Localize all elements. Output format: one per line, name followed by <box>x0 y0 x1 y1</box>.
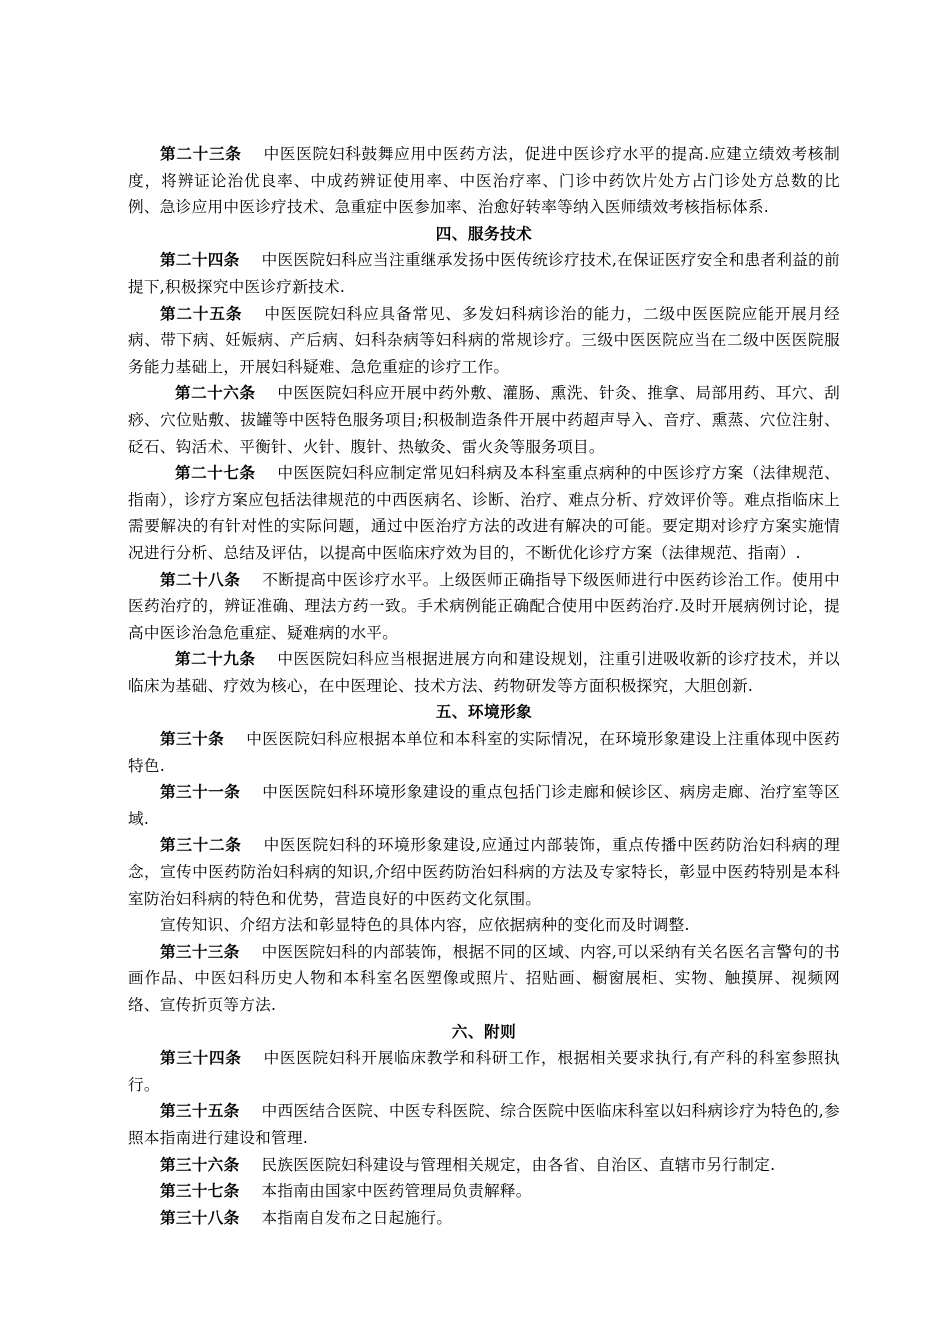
section-heading-supplementary: 六、附则 <box>451 1022 517 1041</box>
article-text: 中医医院妇科环境形象建设的重点包括门诊走廊和候诊区、病房走廊、治疗室等区域. <box>128 783 840 828</box>
article-34 <box>128 1045 840 1098</box>
article-label: 第三十一条 <box>160 783 241 802</box>
article-label: 第二十六条 <box>175 384 256 403</box>
article-text: 不断提高中医诊疗水平。上级医师正确指导下级医师进行中医药诊治工作。使用中医药治疗的，辨证准确、理法方药一致。手术病例能正确配合使用中医药治疗.及时开展病例讨论，提高中医诊治急危重症、疑难病的水平。 <box>128 570 840 642</box>
article-36 <box>128 1152 840 1179</box>
article-text: 中医医院妇科鼓舞应用中医药方法，促进中医诊疗水平的提高.应建立绩效考核制度，将辨证论治优良率、中成药辨证使用率、中医治疗率、门诊中药饮片处方占门诊处方总数的比例、急诊应用中医诊疗技术、急重症中医参加率、治愈好转率等纳入医师绩效考核指标体系. <box>128 145 840 217</box>
article-text: 本指南自发布之日起施行。 <box>261 1208 453 1227</box>
article-28 <box>128 567 840 647</box>
article-37 <box>128 1178 840 1205</box>
article-text: 中医医院妇科应具备常见、多发妇科病诊治的能力，二级中医医院应能开展月经病、带下病、妊娠病、产后病、妇科杂病等妇科病的常规诊疗。三级中医医院应当在二级中医医院服务能力基础上，开展妇科疑难、急危重症的诊疗工作。 <box>128 304 840 376</box>
article-23 <box>128 141 840 221</box>
article-label: 第三十二条 <box>160 836 242 855</box>
article-38 <box>128 1205 840 1232</box>
article-35 <box>128 1098 840 1151</box>
article-27 <box>128 460 840 566</box>
article-text: 本指南由国家中医药管理局负责解释。 <box>261 1182 532 1201</box>
article-label: 第二十八条 <box>160 570 241 589</box>
article-32 <box>128 832 840 912</box>
article-text: 中西医结合医院、中医专科医院、综合医院中医临床科室以妇科病诊疗为特色的,参照本指南进行建设和管理. <box>128 1102 840 1147</box>
article-33 <box>128 939 840 1019</box>
article-text: 中医医院妇科应开展中药外敷、灌肠、熏洗、针灸、推拿、局部用药、耳穴、刮痧、穴位贴敷、拔罐等中医特色服务项目;积极制造条件开展中药超声导入、音疗、熏蒸、穴位注射、砭石、钩活术、平衡针、火针、腹针、热敏灸、雷火灸等服务项目。 <box>128 384 840 456</box>
article-label: 第二十四条 <box>160 251 240 270</box>
article-label: 第二十七条 <box>175 464 256 483</box>
article-24 <box>128 247 840 300</box>
section-heading-service-technology: 四、服务技术 <box>435 224 533 243</box>
article-text: 中医医院妇科应当注重继承发扬中医传统诊疗技术,在保证医疗安全和患者利益的前提下,积极探究中医诊疗新技术. <box>128 251 840 296</box>
article-26 <box>128 380 840 460</box>
plain-paragraph: 宣传知识、介绍方法和彰显特色的具体内容，应依据病种的变化而及时调整. <box>160 916 690 935</box>
article-30 <box>128 726 840 779</box>
article-29 <box>128 646 840 699</box>
article-label: 第二十五条 <box>160 304 243 323</box>
article-text: 中医医院妇科应制定常见妇科病及本科室重点病种的中医诊疗方案（法律规范、指南），诊疗方案应包括法律规范的中西医病名、诊断、治疗、难点分析、疗效评价等。难点指临床上需要解决的有针对性的实际问题，通过中医治疗方法的改进有解决的可能。要定期对诊疗方案实施情况进行分析、总结及评估，以提高中医临床疗效为目的，不断优化诊疗方案（法律规范、指南）. <box>128 464 840 562</box>
article-label: 第三十五条 <box>160 1102 240 1121</box>
article-25 <box>128 301 840 381</box>
article-label: 第三十八条 <box>160 1208 240 1227</box>
article-text: 中医医院妇科应根据本单位和本科室的实际情况，在环境形象建设上注重体现中医药特色. <box>128 730 840 775</box>
document-page <box>128 141 840 1231</box>
article-31 <box>128 779 840 832</box>
article-text: 民族医医院妇科建设与管理相关规定，由各省、自治区、直辖市另行制定. <box>261 1155 776 1174</box>
article-label: 第三十条 <box>160 730 225 749</box>
article-text: 中医医院妇科的环境形象建设,应通过内部装饰，重点传播中医药防治妇科病的理念，宣传中医药防治妇科病的知识,介绍中医药防治妇科病的方法及专家特长，彰显中医药特别是本科室防治妇科病的特色和优势，营造良好的中医药文化氛围。 <box>128 836 840 908</box>
article-text: 中医医院妇科的内部装饰，根据不同的区域、内容,可以采纳有关名医名言警句的书画作品、中医妇科历史人物和本科室名医塑像或照片、招贴画、橱窗展柜、实物、触摸屏、视频网络、宣传折页等方法. <box>128 942 840 1014</box>
article-label: 第三十三条 <box>160 942 240 961</box>
article-text: 中医医院妇科开展临床教学和科研工作，根据相关要求执行,有产科的科室参照执行。 <box>128 1049 840 1094</box>
article-label: 第二十三条 <box>160 145 242 163</box>
article-label: 第三十六条 <box>160 1155 240 1174</box>
article-text: 中医医院妇科应当根据进展方向和建设规划，注重引进吸收新的诊疗技术，并以临床为基础、疗效为核心，在中医理论、技术方法、药物研发等方面积极探究，大胆创新. <box>128 650 840 695</box>
article-label: 第三十四条 <box>160 1049 242 1068</box>
section-heading-environment-image: 五、环境形象 <box>435 703 533 722</box>
article-label: 第三十七条 <box>160 1182 240 1201</box>
article-label: 第二十九条 <box>175 650 256 669</box>
